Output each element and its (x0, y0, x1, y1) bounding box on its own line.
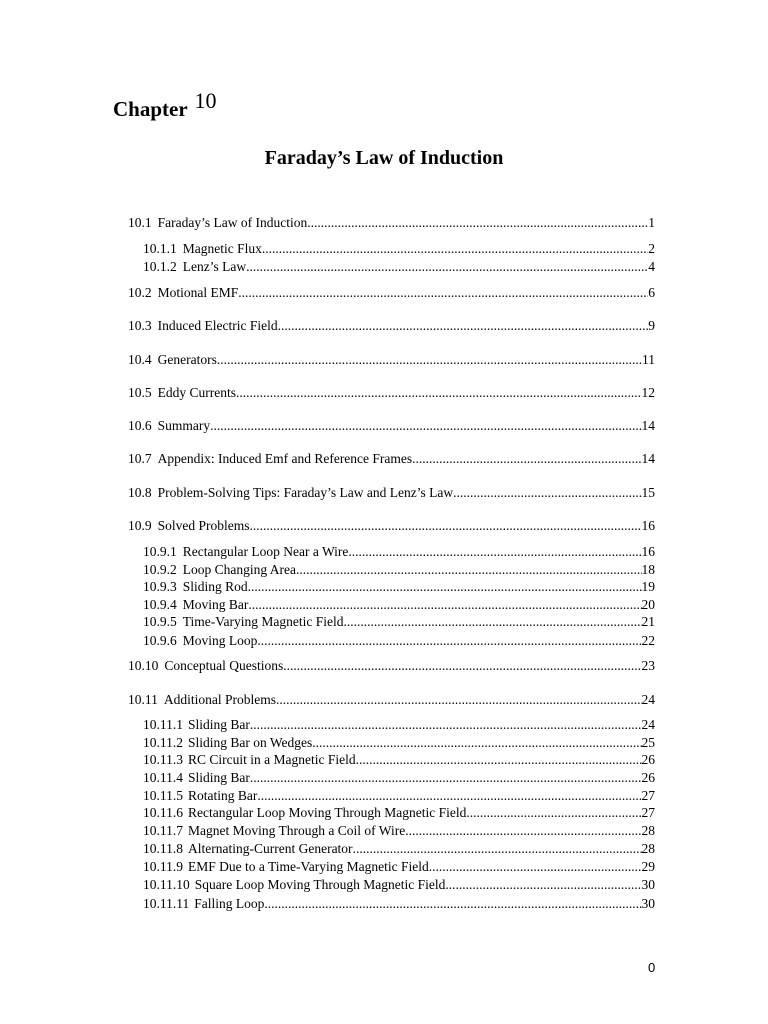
toc-entry[interactable] (143, 544, 655, 560)
toc-entry-title: 10.2 (128, 285, 152, 300)
toc-entry-page: 15 (641, 485, 655, 500)
toc-leader-dots (356, 752, 642, 768)
toc-entry-title: 10.6 (128, 418, 152, 433)
toc-entry-page: 16 (641, 544, 655, 559)
chapter-heading (113, 88, 217, 122)
toc-entry-title: 10.1 (128, 215, 152, 230)
toc-entry[interactable] (143, 752, 655, 768)
toc-entry[interactable] (143, 614, 655, 630)
toc-leader-dots (312, 735, 641, 751)
toc-entry-title: 10.1.2 (143, 259, 177, 274)
toc-entry-label: Conceptual Questions (164, 658, 284, 673)
toc-leader-dots (264, 896, 641, 912)
toc-entry[interactable] (143, 633, 655, 649)
toc-entry[interactable] (143, 579, 655, 595)
chapter-label: Chapter (113, 97, 188, 121)
toc-leader-dots (296, 562, 642, 578)
toc-entry[interactable] (128, 215, 655, 231)
toc-entry-page: 11 (642, 352, 655, 367)
toc-entry-label: Summary (157, 418, 211, 433)
toc-entry-label: Rotating Bar (188, 788, 258, 803)
toc-entry-page: 27 (641, 805, 655, 820)
toc-entry-label: Falling Loop (194, 896, 265, 911)
toc-entry[interactable] (128, 318, 655, 334)
toc-entry-page: 28 (641, 841, 655, 856)
page-title: Faraday’s Law of Induction (264, 147, 504, 169)
toc-entry[interactable] (128, 485, 655, 501)
toc-leader-dots (250, 717, 642, 733)
toc-leader-dots (257, 788, 641, 804)
toc-entry-title: 10.4 (128, 352, 152, 367)
toc-leader-dots (217, 352, 642, 368)
toc-entry-title: 10.9.5 (143, 614, 177, 629)
toc-leader-dots (250, 770, 642, 786)
toc-entry-page: 30 (641, 877, 655, 892)
toc-entry-page: 4 (648, 259, 655, 274)
toc-entry-label: Time-Varying Magnetic Field (182, 614, 344, 629)
chapter-number: 10 (194, 88, 217, 113)
toc-entry-label: Loop Changing Area (182, 562, 296, 577)
toc-entry-page: 30 (641, 896, 655, 911)
page-number: 0 (648, 960, 656, 975)
toc-entry-label: Lenz’s Law (182, 259, 247, 274)
toc-entry-label: Motional EMF (157, 285, 239, 300)
toc-entry[interactable] (128, 352, 655, 368)
toc-entry-label: Magnet Moving Through a Coil of Wire (188, 823, 406, 838)
toc-entry[interactable] (143, 597, 655, 613)
toc-entry-page: 24 (641, 717, 655, 732)
toc-entry[interactable] (143, 877, 655, 893)
toc-leader-dots (248, 597, 641, 613)
toc-entry[interactable] (143, 805, 655, 821)
toc-leader-dots (250, 518, 642, 534)
toc-entry-label: Square Loop Moving Through Magnetic Field (194, 877, 446, 892)
toc-entry-title: 10.9.1 (143, 544, 177, 559)
toc-entry[interactable] (143, 841, 655, 857)
toc-leader-dots (248, 579, 642, 595)
toc-entry-page: 1 (648, 215, 655, 230)
toc-leader-dots (307, 215, 648, 231)
toc-entry-title: 10.5 (128, 385, 152, 400)
toc-entry-title: 10.10 (128, 658, 159, 673)
toc-entry-label: Generators (157, 352, 217, 367)
toc-entry-label: EMF Due to a Time-Varying Magnetic Field (188, 859, 429, 874)
toc-entry[interactable] (143, 823, 655, 839)
toc-leader-dots (236, 385, 642, 401)
toc-entry-title: 10.1.1 (143, 241, 177, 256)
toc-entry-label: Problem-Solving Tips: Faraday’s Law and Lenz’s Law (157, 485, 454, 500)
toc-entry-page: 6 (648, 285, 655, 300)
toc-entry-label: Eddy Currents (157, 385, 236, 400)
toc-entry-label: Moving Loop (182, 633, 258, 648)
toc-entry-label: Additional Problems (163, 692, 276, 707)
toc-entry-page: 27 (641, 788, 655, 803)
toc-leader-dots (210, 418, 641, 434)
toc-leader-dots (283, 658, 641, 674)
toc-entry[interactable] (128, 658, 655, 674)
toc-entry-page: 2 (648, 241, 655, 256)
toc-entry-page: 16 (641, 518, 655, 533)
toc-entry-page: 20 (641, 597, 655, 612)
toc-entry-page: 28 (641, 823, 655, 838)
toc-leader-dots (276, 692, 642, 708)
toc-entry-page: 26 (641, 770, 655, 785)
toc-entry-label: Solved Problems (157, 518, 250, 533)
toc-entry[interactable] (143, 896, 655, 912)
toc-entry[interactable] (143, 859, 655, 875)
toc-entry-label: Sliding Bar (188, 770, 250, 785)
toc-entry[interactable] (128, 418, 655, 434)
toc-entry-label: RC Circuit in a Magnetic Field (188, 752, 356, 767)
toc-entry-page: 22 (641, 633, 655, 648)
toc-leader-dots (405, 823, 641, 839)
toc-entry-title: 10.11 (128, 692, 158, 707)
toc-entry-page: 24 (641, 692, 655, 707)
toc-entry-page: 26 (641, 752, 655, 767)
toc-leader-dots (429, 859, 642, 875)
toc-entry-title: 10.8 (128, 485, 152, 500)
toc-entry-page: 14 (641, 418, 655, 433)
toc-entry-page: 19 (641, 579, 655, 594)
toc-entry-title: 10.7 (128, 451, 152, 466)
toc-leader-dots (278, 318, 649, 334)
toc-entry-label: Appendix: Induced Emf and Reference Frames (157, 451, 413, 466)
toc-leader-dots (238, 285, 648, 301)
toc-entry-title: 10.9.6 (143, 633, 177, 648)
toc-entry-title: 10.11.11 (143, 896, 190, 911)
toc-entry-page: 23 (641, 658, 655, 673)
toc-entry-title: 10.11.7 (143, 823, 183, 838)
toc-entry[interactable] (143, 770, 655, 786)
toc-leader-dots (246, 259, 648, 275)
toc-entry-page: 9 (648, 318, 655, 333)
toc-leader-dots (257, 633, 641, 649)
toc-entry-title: 10.3 (128, 318, 152, 333)
toc-entry[interactable] (128, 451, 655, 467)
toc-entry-title: 10.11.6 (143, 805, 183, 820)
toc-entry-label: Alternating-Current Generator (188, 841, 353, 856)
toc-entry-label: Magnetic Flux (182, 241, 262, 256)
toc-entry-title: 10.11.9 (143, 859, 183, 874)
toc-entry[interactable] (143, 241, 655, 257)
toc-entry-title: 10.11.1 (143, 717, 183, 732)
toc-entry-title: 10.9 (128, 518, 152, 533)
toc-entry-label: Rectangular Loop Moving Through Magnetic Field (188, 805, 467, 820)
toc-entry-page: 25 (641, 735, 655, 750)
toc-entry-page: 29 (641, 859, 655, 874)
toc-entry-label: Moving Bar (182, 597, 249, 612)
toc-entry-title: 10.11.8 (143, 841, 183, 856)
toc-leader-dots (466, 805, 641, 821)
toc-entry[interactable] (128, 692, 655, 708)
toc-entry[interactable] (128, 518, 655, 534)
toc-entry-label: Induced Electric Field (157, 318, 278, 333)
toc-leader-dots (262, 241, 648, 257)
toc-entry-label: Sliding Bar on Wedges (188, 735, 313, 750)
toc-leader-dots (343, 614, 641, 630)
toc-entry-label: Faraday’s Law of Induction (157, 215, 308, 230)
toc-entry[interactable] (128, 285, 655, 301)
toc-leader-dots (353, 841, 642, 857)
toc-entry-page: 14 (641, 451, 655, 466)
toc-entry-label: Rectangular Loop Near a Wire (182, 544, 349, 559)
toc-entry-title: 10.11.3 (143, 752, 183, 767)
toc-entry-title: 10.9.3 (143, 579, 177, 594)
toc-leader-dots (348, 544, 641, 560)
toc-entry-label: Sliding Bar (188, 717, 250, 732)
toc-leader-dots (445, 877, 641, 893)
toc-entry-title: 10.11.4 (143, 770, 183, 785)
toc-entry-title: 10.11.5 (143, 788, 183, 803)
toc-entry[interactable] (143, 735, 655, 751)
toc-entry-page: 21 (641, 614, 655, 629)
toc-leader-dots (453, 485, 641, 501)
toc-entry[interactable] (143, 562, 655, 578)
toc-entry-title: 10.9.2 (143, 562, 177, 577)
toc-entry[interactable] (128, 385, 655, 401)
toc-entry-title: 10.11.2 (143, 735, 183, 750)
toc-entry-page: 12 (641, 385, 655, 400)
toc-entry[interactable] (143, 259, 655, 275)
toc-leader-dots (412, 451, 641, 467)
toc-entry-page: 18 (641, 562, 655, 577)
toc-entry[interactable] (143, 717, 655, 733)
toc-entry-title: 10.11.10 (143, 877, 190, 892)
toc-entry[interactable] (143, 788, 655, 804)
toc-entry-label: Sliding Rod (182, 579, 248, 594)
toc-entry-title: 10.9.4 (143, 597, 177, 612)
